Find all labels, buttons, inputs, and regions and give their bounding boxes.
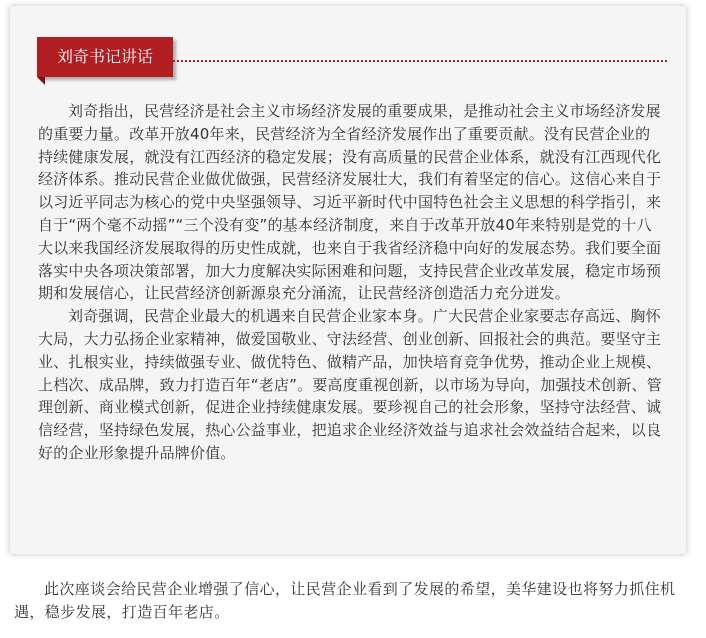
speech-paragraph: 刘奇指出，民营经济是社会主义市场经济发展的重要成果，是推动社会主义市场经济发展的重要力量。改革开放40年来，民营经济为全省经济发展作出了重要贡献。没有民营企业的持续健康发展，就没有江西经济的稳定发展；没有高质量的民营企业体系，就没有江西现代化经济体系。推动民营企业做优做强，民营经济发展壮大，我们有着坚定的信心。这信心来自于以习近平同志为核心的党中央坚强领导、习近平新时代中国特色社会主义思想的科学指引，来自于“两个毫不动摇”“三个没有变”的基本经济制度，来自于改革开放40年来特别是党的十八大以来我国经济发展取得的历史性成就，也来自于我省经济稳中向好的发展态势。我们要全面落实中央各项决策部署，加大力度解决实际困难和问题，支持民营企业改革发展，稳定市场预期和发展信心，让民营经济创新源泉充分涌流，让民营经济创造活力充分迸发。 <box>38 102 662 303</box>
closing-text: 此次座谈会给民营企业增强了信心，让民营企业看到了发展的希望，美华建设也将努力抓住机遇，稳步发展，打造百年老店。 <box>14 580 676 621</box>
section-tag-label: 刘奇书记讲话 <box>56 47 153 66</box>
section-tag <box>37 37 173 77</box>
section-divider <box>173 60 667 62</box>
closing-paragraph <box>14 578 696 624</box>
section-tag-fold <box>37 77 45 85</box>
speech-body <box>38 100 664 465</box>
speech-paragraph: 刘奇强调，民营企业最大的机遇来自民营企业家本身。广大民营企业家要志存高远、胸怀大局，大力弘扬企业家精神，做爱国敬业、守法经营、创业创新、回报社会的典范。要坚守主业、扎根实业，持续做强专业、做优特色、做精产品，加快培育竞争优势，推动企业上规模、上档次、成品牌，致力打造百年“老店”。要高度重视创新，以市场为导向，加强技术创新、管理创新、商业模式创新，促进企业持续健康发展。要珍视自己的社会形象，坚持守法经营、诚信经营，坚持绿色发展，热心公益事业，把追求企业经济效益与追求社会效益结合起来，以良好的企业形象提升品牌价值。 <box>38 307 662 462</box>
